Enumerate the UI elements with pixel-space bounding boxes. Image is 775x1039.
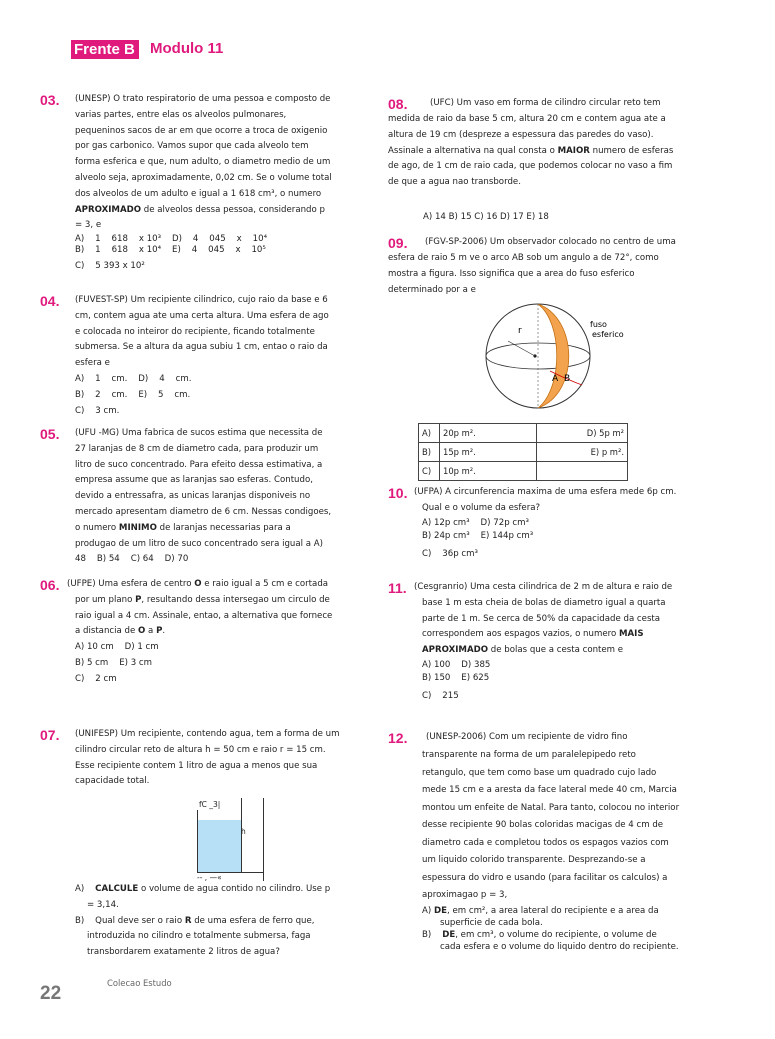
text-line: pequeninos sacos de ar em que ocorre a troca de oxigenio [75, 125, 328, 136]
table-cell [537, 462, 628, 481]
table-cell: 20p m². [440, 424, 537, 443]
question-text [75, 293, 358, 419]
text-line: esfera de raio 5 m ve o arco AB sob um angulo a de 72°, como [388, 253, 659, 263]
text-line: retangulo, que tem como base um quadrado cujo lado [422, 767, 657, 778]
figure-label-fuso: fuso [590, 320, 607, 329]
text-line: por gas carbonico. Vamos supor que cada alveolo tem [75, 141, 309, 152]
option-line: A) 1 cm. D) 4 cm. [75, 373, 192, 384]
text-line [75, 203, 358, 219]
figure-label-b: B [564, 374, 571, 384]
section-label: Frente B [71, 40, 139, 59]
text-line: alveolo seja, aproximadamente, 0,02 cm. Se o volume total [75, 172, 332, 183]
text-line: (FGV-SP-2006) Um observador colocado no centro de uma [425, 237, 676, 247]
table-cell: A) [419, 424, 440, 443]
text-line: (UNIFESP) Um recipiente, contendo agua, tem a forma de um [75, 729, 340, 739]
text-span: correspondem aos espagos vazios, o numero [422, 629, 617, 640]
option-line [422, 929, 710, 941]
text-line: Qual e o volume da esfera? [422, 502, 541, 513]
option-line: = 3,14. [87, 899, 119, 910]
option-line [422, 905, 710, 917]
option-line: A) 100 D) 385 [422, 659, 491, 670]
question-text [388, 251, 710, 298]
text-line [388, 144, 710, 160]
text-line: (UNESP-2006) Com um recipiente de vidro fino [426, 732, 628, 742]
question-text [422, 747, 710, 953]
option-line: C) 36p cm³ [422, 548, 478, 559]
option-line [75, 882, 358, 898]
text-line: de que a agua nao transborde. [388, 177, 521, 188]
text-span: de laranjas necessarias para a [159, 522, 291, 533]
question-text [426, 730, 710, 746]
option-line: introduzida no cilindro e totalmente submersa, faga [87, 931, 311, 942]
text-line [67, 577, 358, 593]
text-span: por um plano [75, 594, 133, 605]
text-line: litro de suco concentrado. Para efeito dessa estimativa, a [75, 459, 323, 470]
text-line [414, 627, 710, 643]
option-line: B) 5 cm E) 3 cm [75, 657, 153, 668]
option-line: transbordarem exatamente 2 litros de agua? [87, 947, 280, 958]
text-line: medida de raio da base 5 cm, altura 20 cm e contem agua ate a [388, 114, 666, 124]
option-line: B) 1 618 x 10⁴ E) 4 045 x 10⁵ [75, 245, 266, 256]
question-text [75, 92, 358, 275]
text-span: B) [422, 929, 432, 940]
option-line: A) 14 B) 15 C) 16 D) 17 E) 18 [423, 212, 549, 222]
bold-term: APROXIMADO [75, 204, 142, 215]
table-row [419, 443, 628, 462]
text-line: de ago, de 1 cm de raio cada, que podemos colocar no vaso a fim [388, 161, 673, 172]
option-line: A) 10 cm D) 1 cm [75, 642, 159, 653]
bold-term: DE [433, 905, 447, 916]
cylinder-figure [197, 798, 264, 881]
figure-label-top: fC _3| [199, 800, 221, 809]
text-line: esfera e [75, 358, 110, 369]
table-row [419, 424, 628, 443]
question-number: 04. [40, 293, 60, 309]
text-span: o volume de agua contido no cilindro. Use p [140, 884, 331, 894]
question-text [388, 112, 710, 191]
text-line: um liquido colorido transparente. Desprezando-se a [422, 855, 646, 865]
question-text [414, 580, 710, 705]
option-line: C) 215 [422, 690, 459, 701]
question-number: 08. [388, 96, 408, 112]
text-span: de bolas que a cesta contem e [490, 645, 624, 656]
text-line: (FUVEST-SP) Um recipiente cilindrico, cujo raio da base e 6 [75, 295, 328, 305]
text-line: diametro cada e completou todos os espagos vazios com [422, 837, 669, 848]
text-span: B) Qual deve ser o raio [75, 915, 183, 926]
question-text [414, 485, 710, 562]
spherical-wedge [538, 304, 569, 408]
text-span: a distancia de [75, 626, 136, 637]
text-line: (UFPA) A circunferencia maxima de uma esfera mede 6p cm. [414, 487, 677, 497]
text-span: (UFPE) Uma esfera de centro [67, 579, 192, 589]
option-line: C) 2 cm [75, 673, 117, 684]
text-line: desse recipiente 90 bolas coloridas macigas de 4 cm de [422, 820, 664, 830]
text-line: parte de 1 m. Se cerca de 50% da capacidade da cesta [422, 613, 661, 624]
text-span: numero de esferas [592, 145, 674, 156]
text-span: de uma esfera de ferro que, [194, 915, 315, 926]
text-line: devido a entressafra, as unicas laranjas disponiveis no [75, 491, 311, 502]
text-span: A) [422, 905, 432, 916]
table-cell: E) p m². [537, 443, 628, 462]
text-span: , em cm², a area lateral do recipiente e a area da [446, 905, 659, 916]
option-line [75, 914, 358, 930]
text-line: 27 laranjas de 8 cm de diametro cada, para produzir um [75, 443, 319, 454]
question-text [75, 426, 358, 568]
text-line [67, 624, 358, 640]
text-span: . [162, 626, 166, 637]
bold-term: MINIMO [118, 522, 157, 533]
table-cell: C) [419, 462, 440, 481]
text-line: transparente na forma de um paralelepipedo reto [422, 750, 636, 760]
text-span: , resultando dessa intersegao um circulo de [141, 594, 330, 605]
text-span: e raio igual a 5 cm e cortada [204, 579, 329, 589]
text-line [414, 643, 710, 659]
bold-term: MAIS [618, 629, 644, 640]
question-text [425, 235, 710, 251]
bold-term: R [184, 915, 192, 926]
text-line: empresa assume que as laranjas sao esferas. Contudo, [75, 475, 313, 486]
question-text [75, 727, 358, 790]
option-line: B) 2 cm. E) 5 cm. [75, 389, 191, 400]
bold-term: P [135, 594, 142, 605]
text-line: cm, contem agua ate uma certa altura. Uma esfera de ago [75, 310, 329, 321]
question-number: 05. [40, 426, 60, 442]
module-title: Modulo 11 [150, 40, 224, 57]
text-line: e colocada no inteiror do recipiente, ficando totalmente [75, 326, 315, 337]
collection-label: Colecao Estudo [107, 978, 172, 988]
bold-term: P [156, 626, 163, 637]
text-line: capacidade total. [75, 776, 150, 787]
bold-term: O [194, 579, 202, 589]
option-line: cada esfera e o volume do liquido dentro do recipiente. [440, 941, 679, 952]
figure-label-h: h [241, 827, 246, 836]
question-options [75, 882, 358, 961]
water-fill [198, 820, 241, 872]
bold-term: DE [442, 929, 456, 940]
bold-term: MAIOR [557, 145, 590, 156]
text-line: montou um enfeite de Natal. Para tanto, colocou no interior [422, 802, 680, 813]
text-line: (UNESP) O trato respiratorio de uma pessoa e composto de [75, 94, 331, 104]
text-line: dos alveolos de um adulto e igual a 1 618 cm³, o numero [75, 188, 322, 199]
figure-label-bottom: -- , —« [197, 873, 222, 882]
text-line: produgao de um litro de suco concentrado sera igual a A) [75, 538, 323, 549]
figure-label-a: A [552, 374, 559, 384]
option-line: 48 B) 54 C) 64 D) 70 [75, 554, 189, 565]
table-cell: B) [419, 443, 440, 462]
text-line: (UFU -MG) Uma fabrica de sucos estima que necessita de [75, 428, 323, 438]
question-text [67, 577, 358, 688]
question-number: 09. [388, 235, 408, 251]
text-line: varias partes, entre elas os alveolos pulmonares, [75, 109, 287, 120]
question-text [430, 96, 710, 112]
text-span: , em cm³, o volume do recipiente, o volume de [455, 929, 657, 940]
question-number: 07. [40, 727, 60, 743]
text-line: submersa. Se a altura da agua subiu 1 cm, entao o raio da [75, 342, 328, 353]
option-line: C) 3 cm. [75, 405, 120, 416]
text-span: Assinale a alternativa na qual consta o [388, 145, 555, 156]
table-cell: 15p m². [440, 443, 537, 462]
figure-label-esferico: esferico [592, 330, 624, 339]
question-number: 12. [388, 730, 408, 746]
option-line: C) 5 393 x 10² [75, 261, 145, 272]
option-line: A) 1 618 x 10³ D) 4 045 x 10⁴ [75, 234, 268, 245]
table-row [419, 462, 628, 481]
option-line: B) 24p cm³ E) 144p cm³ [422, 530, 534, 541]
text-line: mede 15 cm e a aresta da face lateral mede 40 cm, Marcia [422, 785, 677, 795]
cylinder-outline [197, 810, 242, 873]
options-table [418, 423, 628, 481]
text-span: de alveolos dessa pessoa, considerando p [143, 204, 325, 215]
figure-label-r: r [518, 326, 522, 336]
option-line: superficie de cada bola. [440, 917, 543, 928]
bold-term: O [138, 626, 146, 637]
text-line: altura de 19 cm (despreze a espessura das paredes do vaso). [388, 129, 654, 140]
option-line: B) 150 E) 625 [422, 672, 490, 683]
bold-term: APROXIMADO [422, 645, 489, 656]
table-cell: D) 5p m² [537, 424, 628, 443]
table-cell: 10p m². [440, 462, 537, 481]
text-span: a [148, 626, 154, 637]
text-line: base 1 m esta cheia de bolas de diametro igual a quarta [422, 597, 666, 608]
text-line: raio igual a 4 cm. Assinale, entao, a alternativa que fornece [75, 610, 333, 621]
bold-term: CALCULE [95, 884, 139, 894]
text-line: forma esferica e que, num adulto, o diametro medio de um [75, 157, 331, 168]
text-line: Esse recipiente contem 1 litro de agua a menos que sua [75, 760, 318, 771]
text-line: aproximagao p = 3, [422, 890, 508, 900]
option-line: A) 12p cm³ D) 72p cm³ [422, 517, 529, 528]
text-line: cilindro circular reto de altura h = 50 cm e raio r = 15 cm. [75, 744, 326, 755]
text-span: A) [75, 884, 85, 894]
text-line: espessura do vidro e usando (para facilitar os calculos) a [422, 872, 668, 883]
text-span: o numero [75, 522, 117, 533]
text-line: mercado apresentam diametro de 6 cm. Nessas condigoes, [75, 506, 332, 517]
text-line: determinado por a e [388, 284, 476, 295]
text-line: (Cesgranrio) Uma cesta cilindrica de 2 m de altura e raio de [414, 582, 673, 592]
text-line: (UFC) Um vaso em forma de cilindro circular reto tem [430, 98, 661, 108]
sphere-figure [478, 303, 698, 413]
question-number: 10. [388, 485, 408, 501]
question-number: 11. [388, 580, 407, 596]
page-number: 22 [40, 983, 62, 1004]
question-number: 06. [40, 577, 60, 593]
question-number: 03. [40, 92, 60, 108]
text-line [75, 521, 358, 537]
text-line [67, 593, 358, 609]
text-line: mostra a figura. Isso significa que a area do fuso esferico [388, 268, 635, 279]
text-line: = 3, e [75, 220, 102, 231]
